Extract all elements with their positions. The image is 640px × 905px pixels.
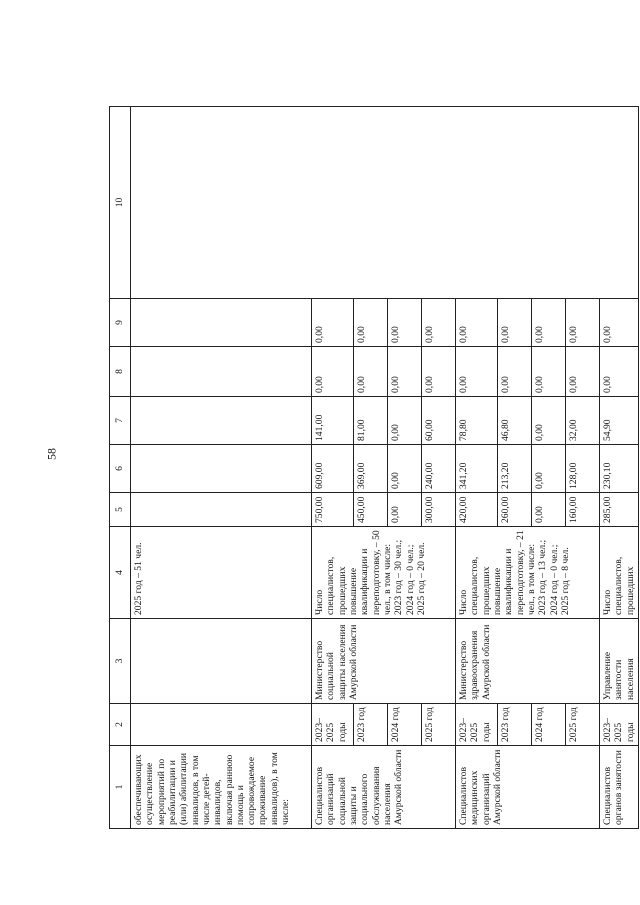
table-row <box>131 107 312 829</box>
indicator: Число специалистов, прошедших <box>600 527 639 619</box>
header-col-5: 5 <box>110 493 131 527</box>
value-c5: 420,00 <box>456 493 498 527</box>
group-name: Специалистов органов занятости <box>600 746 639 829</box>
value-c9: 0,00 <box>498 299 532 347</box>
value-c6: 609,00 <box>312 445 354 493</box>
value-c8: 0,00 <box>422 347 456 397</box>
value-c7: 60,00 <box>422 397 456 445</box>
period: 2023–2025 годы <box>456 704 498 746</box>
value-c6: 369,00 <box>354 445 388 493</box>
header-col-1: 1 <box>110 746 131 829</box>
period: 2023 год <box>498 704 532 746</box>
value-c5: 260,00 <box>498 493 532 527</box>
value-c6: 0,00 <box>388 445 422 493</box>
value-c7: 54,90 <box>600 397 639 445</box>
value-c7: 32,00 <box>566 397 600 445</box>
empty-column-10 <box>131 107 639 299</box>
executor: Министерство социальной защиты населения Амурской области <box>312 619 456 704</box>
value-c5: 750,00 <box>312 493 354 527</box>
header-col-3: 3 <box>110 619 131 704</box>
value-c8: 0,00 <box>532 347 566 397</box>
value-c7: 0,00 <box>532 397 566 445</box>
period: 2023–2025 годы <box>312 704 354 746</box>
value-c7: 46,80 <box>498 397 532 445</box>
value-c5: 300,00 <box>422 493 456 527</box>
period: 2025 год <box>566 704 600 746</box>
period: 2024 год <box>532 704 566 746</box>
period: 2023–2025 годы <box>600 704 639 746</box>
value-c8: 0,00 <box>566 347 600 397</box>
value-c6: 230,10 <box>600 445 639 493</box>
header-col-9: 9 <box>110 299 131 347</box>
value-c7: 81,00 <box>354 397 388 445</box>
header-col-6: 6 <box>110 445 131 493</box>
indicator: Число специалистов, прошедших повышение квалификации и переподготовку, – 21 чел., в том числе: 2023 год – 13 чел.; 2024 год – 0 чел.; 2025 год – 8 чел. <box>456 527 600 619</box>
carry-over-text: обеспечивающих осуществление мероприятий по реабилитации и (или) абилитации инвалидов, в том числе детей-инвалидов, включая раннюю помощь и сопровождаемое проживание инвалидов), в том числе: <box>131 746 312 829</box>
group-name: Специалистов организаций социальной защиты и социального обслуживания населения Амурской области <box>312 746 456 829</box>
value-c8: 0,00 <box>456 347 498 397</box>
header-col-8: 8 <box>110 347 131 397</box>
value-c6: 341,20 <box>456 445 498 493</box>
header-col-4: 4 <box>110 527 131 619</box>
group-name: Специалистов медицинских организаций Амурской области <box>456 746 600 829</box>
value-c9: 0,00 <box>600 299 639 347</box>
value-c6: 0,00 <box>532 445 566 493</box>
executor: Министерство здравоохранения Амурской области <box>456 619 600 704</box>
header-col-2: 2 <box>110 704 131 746</box>
rotated-page <box>109 107 636 829</box>
value-c8: 0,00 <box>312 347 354 397</box>
value-c8: 0,00 <box>498 347 532 397</box>
value-c6: 128,00 <box>566 445 600 493</box>
value-c9: 0,00 <box>388 299 422 347</box>
period: 2023 год <box>354 704 388 746</box>
header-col-10: 10 <box>110 107 131 299</box>
value-c5: 0,00 <box>388 493 422 527</box>
page-number: 58 <box>44 448 59 460</box>
header-row <box>110 107 131 829</box>
program-table <box>109 106 639 829</box>
value-c9: 0,00 <box>566 299 600 347</box>
value-c8: 0,00 <box>600 347 639 397</box>
value-c9: 0,00 <box>422 299 456 347</box>
executor: Управление занятости населения <box>600 619 639 704</box>
carry-over-indicator: 2025 год – 51 чел. <box>131 527 312 619</box>
value-c8: 0,00 <box>354 347 388 397</box>
value-c5: 0,00 <box>532 493 566 527</box>
value-c9: 0,00 <box>354 299 388 347</box>
value-c7: 0,00 <box>388 397 422 445</box>
value-c5: 160,00 <box>566 493 600 527</box>
value-c7: 78,80 <box>456 397 498 445</box>
value-c9: 0,00 <box>456 299 498 347</box>
value-c5: 285,00 <box>600 493 639 527</box>
period: 2024 год <box>388 704 422 746</box>
header-col-7: 7 <box>110 397 131 445</box>
value-c8: 0,00 <box>388 347 422 397</box>
value-c9: 0,00 <box>312 299 354 347</box>
value-c9: 0,00 <box>532 299 566 347</box>
value-c6: 213,20 <box>498 445 532 493</box>
value-c5: 450,00 <box>354 493 388 527</box>
value-c6: 240,00 <box>422 445 456 493</box>
period: 2025 год <box>422 704 456 746</box>
value-c7: 141,00 <box>312 397 354 445</box>
indicator: Число специалистов, прошедших повышение квалификации и переподготовку, – 50 чел., в том числе: 2023 год – 30 чел.; 2024 год – 0 чел.; 2025 год – 20 чел. <box>312 527 456 619</box>
